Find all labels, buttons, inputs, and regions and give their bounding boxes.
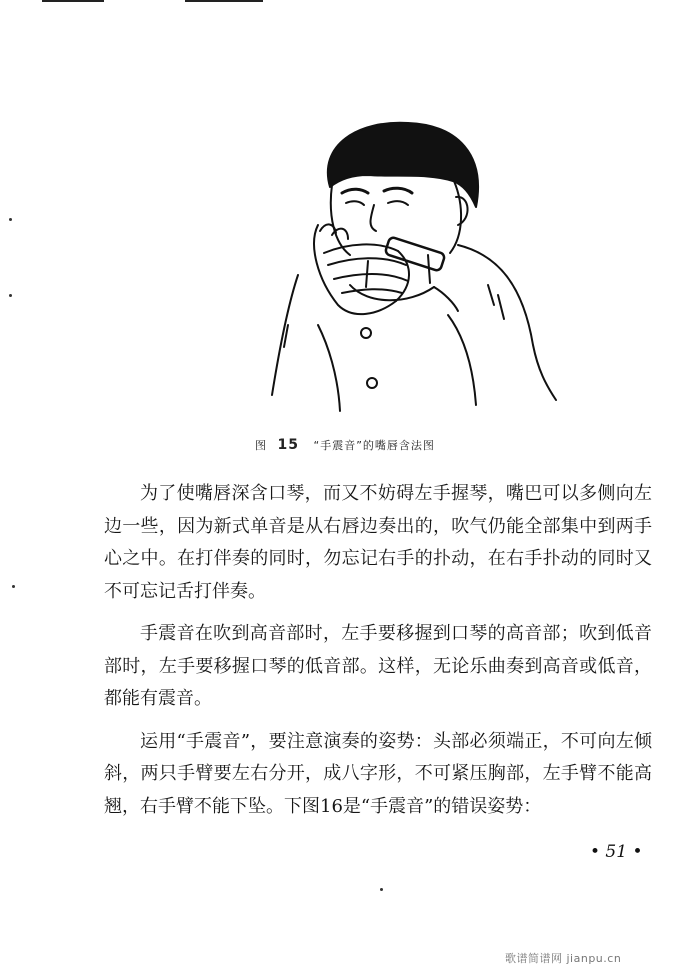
figure-number: 15 xyxy=(277,437,300,453)
figure-label: 图 xyxy=(255,439,268,452)
top-rule-left xyxy=(42,0,104,2)
scan-speck xyxy=(9,218,12,221)
scan-speck xyxy=(12,585,15,588)
paragraph: 手震音在吹到高音部时，左手要移握到口琴的高音部；吹到低音部时，左手要移握口琴的低音部。这样，无论乐曲奏到高音或低音，都能有震音。 xyxy=(104,623,652,709)
page-number: • 51 • xyxy=(590,842,643,862)
scan-speck xyxy=(9,294,12,297)
figure-title: “手震音”的嘴唇含法图 xyxy=(313,439,435,452)
paragraph: 运用“手震音”，要注意演奏的姿势：头部必须端正，不可向左倾斜，两只手臂要左右分开，成八字形，不可紧压胸部，左手臂不能高翘，右手臂不能下坠。下图16是“手震音”的错误姿势： xyxy=(104,730,652,817)
scan-speck xyxy=(380,888,383,891)
top-rule-right xyxy=(185,0,263,2)
figure-caption xyxy=(0,437,690,453)
paragraph: 为了使嘴唇深含口琴，而又不妨碍左手握琴，嘴巴可以多侧向左边一些，因为新式单音是从右唇边奏出的，吹气仍能全部集中到两手心之中。在打伴奏的同时，勿忘记右手的扑动，在右手扑动的同时又不可忘记舌打伴奏。 xyxy=(104,483,652,602)
watermark: 歌谱简谱网 jianpu.cn xyxy=(505,952,622,965)
harmonica-player-illustration xyxy=(258,115,558,415)
body-text xyxy=(104,478,652,833)
